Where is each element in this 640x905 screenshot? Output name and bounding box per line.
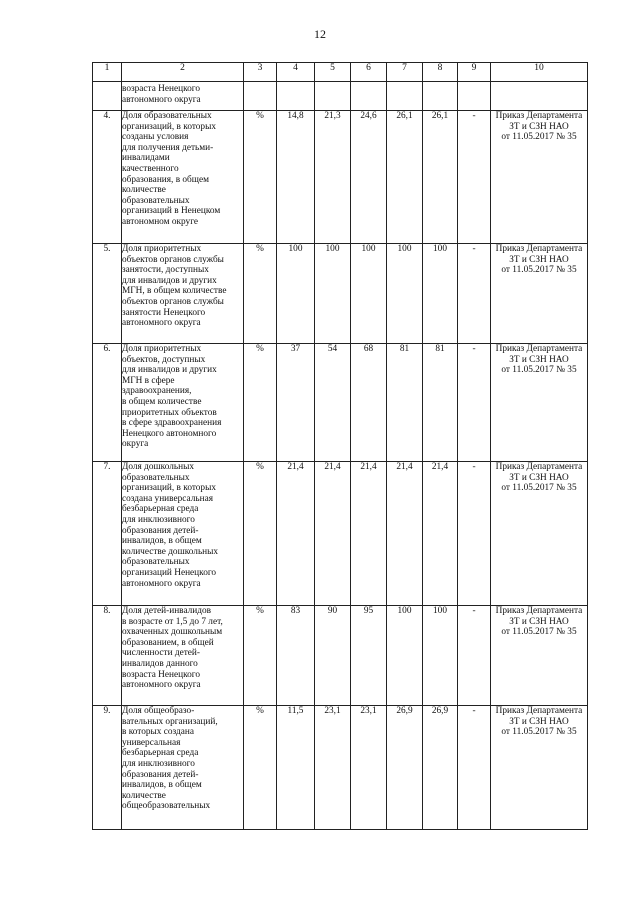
value-col-5-cell [315, 606, 351, 706]
value-col-9-cell [458, 111, 491, 244]
value-col-6: 68 [363, 344, 374, 354]
source-document-cell [491, 606, 588, 706]
unit-value-cell [244, 606, 277, 706]
value-col-5: 54 [327, 344, 338, 354]
value-col-4-cell [277, 606, 315, 706]
empty-cell [387, 82, 423, 111]
value-col-8-cell [423, 462, 458, 606]
value-col-4-cell [277, 111, 315, 244]
header-row [93, 63, 588, 82]
indicator-name-cell [122, 462, 244, 606]
indicator-name: Доля приоритетных объектов, доступных для инвалидов и других МГН в сфере здравоохранения, в общем количестве приоритетных объектов в сфере здравоохранения Ненецкого автономного округа [122, 344, 222, 450]
table-row [93, 606, 588, 706]
value-col-8: 81 [435, 344, 445, 354]
indicator-name: Доля образовательных организаций, в которых созданы условия для получения детьми- инвалидами качественного образования, в общем количестве образовательных организаций в Ненецком автономном округе [122, 111, 221, 227]
indicator-name: возраста Ненецкого автономного округа [122, 84, 201, 105]
source-document: Приказ Департамента ЗТ и СЗН НАО от 11.05.2017 № 35 [495, 111, 583, 143]
value-col-6-cell [351, 244, 387, 344]
value-col-7: 100 [397, 244, 412, 254]
value-col-8: 100 [433, 606, 447, 616]
indicator-name: Доля дошкольных образовательных организаций, в которых создана универсальная безбарьерная среда для инклюзивного образования детей- инвалидов, в общем количестве дошкольных образовательных организаций Ненецкого автономного округа [122, 462, 219, 589]
row-number-cell [93, 244, 122, 344]
source-document-cell [491, 706, 588, 830]
empty-cell [93, 82, 122, 111]
table-row [93, 462, 588, 606]
column-header: 7 [387, 63, 423, 82]
indicator-name: Доля детей-инвалидов в возрасте от 1,5 до 7 лет, охваченных дошкольным образованием, в общей численности детей- инвалидов данного возраста Ненецкого автономного округа [122, 606, 223, 691]
value-col-6: 23,1 [360, 706, 377, 716]
value-col-6: 21,4 [360, 462, 377, 472]
value-col-4: 14,8 [287, 111, 304, 121]
unit-value-cell [244, 244, 277, 344]
value-col-5-cell [315, 344, 351, 462]
value-col-7-cell [387, 462, 423, 606]
value-col-5-cell [315, 111, 351, 244]
empty-cell [277, 82, 315, 111]
value-col-6: 100 [361, 244, 376, 254]
indicator-name-cell [122, 111, 244, 244]
value-col-4-cell [277, 462, 315, 606]
value-col-7-cell [387, 706, 423, 830]
value-col-7: 21,4 [396, 462, 413, 472]
indicator-name: Доля приоритетных объектов органов службы занятости, доступных для инвалидов и других МГН, в общем количестве объектов органов службы занятости Ненецкого автономного округа [122, 244, 227, 329]
value-col-8: 100 [433, 244, 447, 254]
value-col-5: 21,4 [324, 462, 341, 472]
value-col-6-cell [351, 706, 387, 830]
unit-value-cell [244, 462, 277, 606]
indicators-table [92, 62, 588, 830]
value-col-6-cell [351, 111, 387, 244]
row-number: 9. [103, 706, 111, 716]
row-number-cell [93, 706, 122, 830]
value-col-8-cell [423, 706, 458, 830]
unit-value: % [256, 462, 264, 472]
value-col-5: 100 [325, 244, 340, 254]
value-col-6: 24,6 [360, 111, 377, 121]
source-document: Приказ Департамента ЗТ и СЗН НАО от 11.05.2017 № 35 [495, 706, 583, 738]
table-row [93, 244, 588, 344]
unit-value: % [256, 111, 264, 121]
unit-value: % [256, 344, 264, 354]
value-col-4-cell [277, 244, 315, 344]
row-number: 7. [103, 462, 111, 472]
value-col-8-cell [423, 244, 458, 344]
empty-cell [458, 82, 491, 111]
value-col-6-cell [351, 606, 387, 706]
column-header: 3 [244, 63, 277, 82]
value-col-6: 95 [363, 606, 374, 616]
row-number: 6. [103, 344, 111, 354]
unit-value-cell [244, 111, 277, 244]
value-col-5-cell [315, 244, 351, 344]
column-header: 8 [423, 63, 458, 82]
value-col-4: 11,5 [287, 706, 304, 716]
continued-row [93, 82, 588, 111]
value-col-9-cell [458, 606, 491, 706]
value-col-9: - [472, 606, 476, 616]
unit-value: % [256, 706, 264, 716]
row-number-cell [93, 344, 122, 462]
row-number-cell [93, 606, 122, 706]
unit-value: % [256, 606, 264, 616]
empty-cell [491, 82, 588, 111]
unit-value-cell [244, 706, 277, 830]
empty-cell [351, 82, 387, 111]
value-col-5: 90 [327, 606, 338, 616]
value-col-9-cell [458, 462, 491, 606]
value-col-4: 83 [290, 606, 301, 616]
value-col-8: 26,9 [431, 706, 449, 716]
value-col-8: 21,4 [431, 462, 449, 472]
source-document-cell [491, 462, 588, 606]
column-header: 1 [93, 63, 122, 82]
source-document-cell [491, 344, 588, 462]
source-document: Приказ Департамента ЗТ и СЗН НАО от 11.05.2017 № 35 [495, 606, 583, 638]
column-header: 2 [122, 63, 244, 82]
value-col-9: - [472, 111, 476, 121]
indicator-name: Доля общеобразо- вательных организаций, в которых создана универсальная безбарьерная среда для инклюзивного образования детей- инвалидов, в общем количестве общеобразовательных [122, 706, 218, 812]
table-row [93, 344, 588, 462]
value-col-7-cell [387, 344, 423, 462]
column-header: 10 [491, 63, 588, 82]
empty-cell [423, 82, 458, 111]
table-row [93, 706, 588, 830]
unit-value: % [256, 244, 264, 254]
value-col-8-cell [423, 606, 458, 706]
value-col-9: - [472, 244, 476, 254]
value-col-7: 100 [397, 606, 412, 616]
value-col-5: 21,3 [324, 111, 341, 121]
row-number-cell [93, 462, 122, 606]
value-col-7-cell [387, 606, 423, 706]
source-document: Приказ Департамента ЗТ и СЗН НАО от 11.05.2017 № 35 [495, 344, 583, 376]
value-col-7: 26,9 [396, 706, 413, 716]
value-col-4: 21,4 [287, 462, 304, 472]
value-col-4: 100 [288, 244, 303, 254]
value-col-5-cell [315, 706, 351, 830]
row-number-cell [93, 111, 122, 244]
value-col-9-cell [458, 244, 491, 344]
value-col-4-cell [277, 344, 315, 462]
page-number: 12 [314, 27, 326, 41]
row-number: 8. [103, 606, 111, 616]
value-col-7-cell [387, 244, 423, 344]
value-col-9-cell [458, 344, 491, 462]
value-col-7: 81 [399, 344, 410, 354]
value-col-6-cell [351, 462, 387, 606]
unit-value-cell [244, 344, 277, 462]
value-col-9: - [472, 706, 476, 716]
value-col-5: 23,1 [324, 706, 341, 716]
value-col-4-cell [277, 706, 315, 830]
value-col-8: 26,1 [431, 111, 449, 121]
column-header: 6 [351, 63, 387, 82]
value-col-9-cell [458, 706, 491, 830]
source-document: Приказ Департамента ЗТ и СЗН НАО от 11.05.2017 № 35 [495, 244, 583, 276]
indicator-name-cell [122, 706, 244, 830]
column-header: 4 [277, 63, 315, 82]
source-document-cell [491, 111, 588, 244]
value-col-4: 37 [290, 344, 301, 354]
value-col-9: - [472, 462, 476, 472]
row-number: 5. [103, 244, 111, 254]
column-header: 9 [458, 63, 491, 82]
row-number: 4. [103, 111, 111, 121]
empty-cell [315, 82, 351, 111]
value-col-5-cell [315, 462, 351, 606]
indicator-name-cell [122, 344, 244, 462]
value-col-8-cell [423, 344, 458, 462]
value-col-6-cell [351, 344, 387, 462]
source-document: Приказ Департамента ЗТ и СЗН НАО от 11.05.2017 № 35 [495, 462, 583, 494]
value-col-9: - [472, 344, 476, 354]
indicator-name-cell [122, 82, 244, 111]
value-col-7-cell [387, 111, 423, 244]
indicator-name-cell [122, 244, 244, 344]
value-col-7: 26,1 [396, 111, 413, 121]
indicator-name-cell [122, 606, 244, 706]
column-header: 5 [315, 63, 351, 82]
value-col-8-cell [423, 111, 458, 244]
empty-cell [244, 82, 277, 111]
source-document-cell [491, 244, 588, 344]
table-row [93, 111, 588, 244]
